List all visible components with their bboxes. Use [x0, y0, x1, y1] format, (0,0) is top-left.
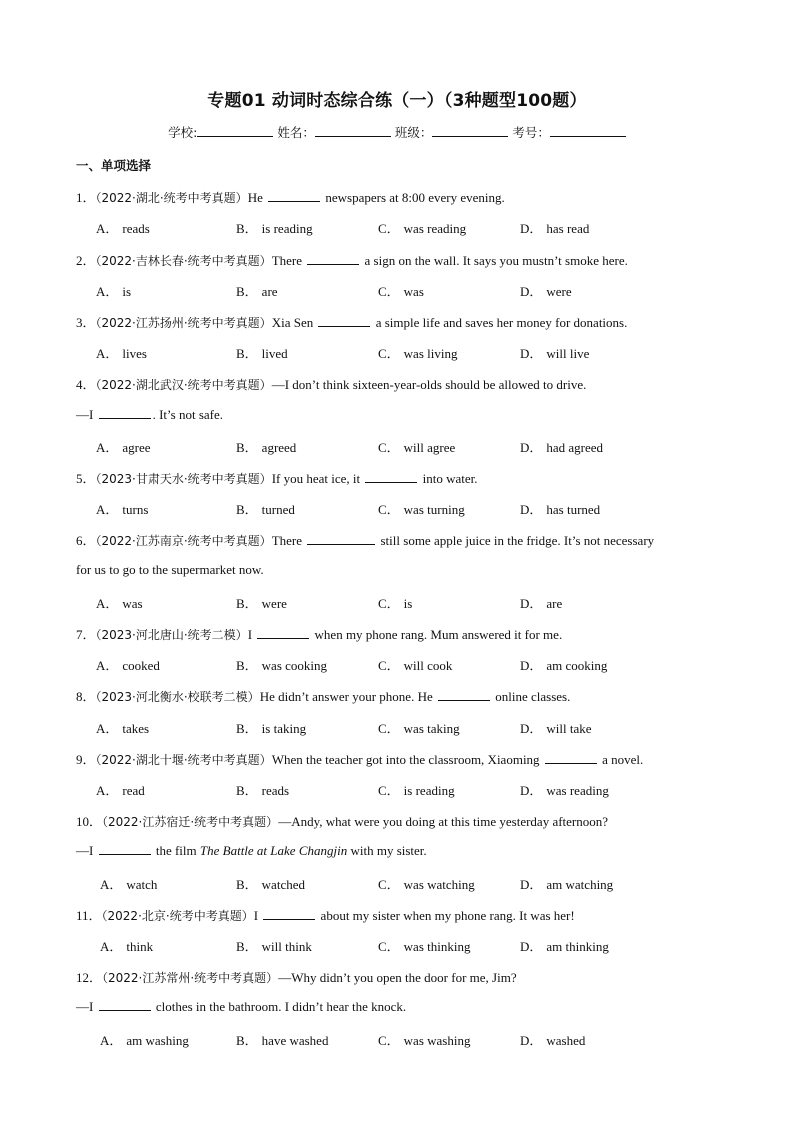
option-a[interactable]: A． watch	[100, 877, 158, 892]
option-b[interactable]: B． lived	[236, 346, 288, 361]
option-d[interactable]: D． has turned	[520, 502, 601, 517]
option-b[interactable]: B． was cooking	[236, 658, 328, 673]
question-source: （2023·河北衡水·校联考二模）	[95, 690, 260, 704]
question-text: —Why didn’t you open the door for me, Jim?	[278, 970, 517, 985]
question-text: If you heat ice, it	[271, 471, 361, 486]
option-a[interactable]: A． think	[100, 939, 154, 954]
question-10	[76, 811, 716, 830]
option-c[interactable]: C． was taking	[378, 721, 460, 736]
option-c[interactable]: C． was	[378, 284, 424, 299]
answer-blank[interactable]	[99, 998, 151, 1011]
question-6-continued	[76, 562, 716, 578]
option-a[interactable]: A． cooked	[96, 658, 160, 673]
question-text: . It’s not safe.	[152, 407, 223, 422]
option-b[interactable]: B． are	[236, 284, 278, 299]
question-8	[76, 686, 716, 705]
option-c[interactable]: C． was turning	[378, 502, 465, 517]
question-source: （2022·江苏宿迁·统考中考真题）	[102, 815, 279, 829]
answer-blank[interactable]	[307, 252, 359, 265]
question-number: 5．	[76, 471, 96, 486]
option-c[interactable]: C． was reading	[378, 221, 467, 236]
option-b[interactable]: B． is reading	[236, 221, 313, 236]
question-source: （2022·北京·统考中考真题）	[101, 909, 254, 923]
question-text: There	[271, 253, 302, 268]
option-b[interactable]: B． turned	[236, 502, 295, 517]
school-label: 学校:	[168, 125, 198, 140]
section-heading: 一、单项选择	[76, 158, 152, 173]
question-source: （2022·江苏扬州·统考中考真题）	[95, 316, 272, 330]
question-number: 10．	[76, 814, 103, 829]
name-field[interactable]	[315, 124, 391, 137]
class-label: 班级：	[394, 125, 433, 140]
option-b[interactable]: B． watched	[236, 877, 305, 892]
options-8	[96, 718, 716, 736]
options-5	[96, 499, 716, 517]
question-9	[76, 749, 716, 768]
exam-number-label: 考号：	[512, 125, 550, 140]
question-text: when my phone rang. Mum answered it for me.	[314, 627, 563, 642]
question-source: （2022·江苏常州·统考中考真题）	[102, 971, 279, 985]
option-b[interactable]: B． have washed	[236, 1033, 329, 1048]
question-text: into water.	[422, 471, 478, 486]
question-text: Xia Sen	[271, 315, 314, 330]
option-a[interactable]: A． takes	[96, 721, 150, 736]
option-d[interactable]: D． will live	[520, 346, 590, 361]
options-10	[100, 874, 720, 892]
film-title: The Battle at Lake Changjin	[199, 843, 348, 858]
question-number: 4．	[76, 377, 96, 392]
options-9	[96, 780, 716, 798]
question-text: a simple life and saves her money for donations.	[375, 315, 628, 330]
option-c[interactable]: C． was watching	[378, 877, 475, 892]
option-d[interactable]: D． had agreed	[520, 440, 604, 455]
page-title: 专题01 动词时态综合练（一）（3种题型100题）	[207, 91, 587, 111]
option-d[interactable]: D． washed	[520, 1033, 586, 1048]
question-text: a novel.	[602, 752, 644, 767]
question-3	[76, 312, 716, 331]
option-c[interactable]: C． was thinking	[378, 939, 471, 954]
answer-blank[interactable]	[99, 406, 151, 419]
question-text: When the teacher got into the classroom, Xiaoming	[271, 752, 540, 767]
question-text: newspapers at 8:00 every evening.	[325, 190, 505, 205]
option-d[interactable]: D． was reading	[520, 783, 609, 798]
option-a[interactable]: A． read	[96, 783, 145, 798]
option-b[interactable]: B． will think	[236, 939, 312, 954]
option-c[interactable]: C． will agree	[378, 440, 456, 455]
question-10-continued	[76, 842, 716, 859]
answer-blank[interactable]	[438, 688, 490, 701]
student-info-row	[0, 123, 794, 141]
question-source: （2022·江苏南京·统考中考真题）	[95, 534, 272, 548]
question-7	[76, 624, 716, 643]
question-2	[76, 250, 716, 269]
question-number: 3．	[76, 315, 96, 330]
question-4-continued	[76, 406, 716, 423]
question-number: 6．	[76, 533, 96, 548]
option-d[interactable]: D． am cooking	[520, 658, 608, 673]
answer-blank[interactable]	[263, 907, 315, 920]
option-b[interactable]: B． agreed	[236, 440, 297, 455]
question-text: online classes.	[495, 689, 571, 704]
option-c[interactable]: C． was living	[378, 346, 458, 361]
options-11	[100, 936, 720, 954]
question-text: —I	[76, 407, 94, 422]
answer-blank[interactable]	[318, 314, 370, 327]
question-number: 7．	[76, 627, 96, 642]
options-12	[100, 1030, 720, 1048]
question-4	[76, 374, 716, 393]
answer-blank[interactable]	[365, 470, 417, 483]
question-12	[76, 967, 716, 986]
question-text: for us to go to the supermarket now.	[76, 562, 264, 577]
option-d[interactable]: D． am watching	[520, 877, 614, 892]
option-c[interactable]: C． is	[378, 596, 413, 611]
question-text: clothes in the bathroom. I didn’t hear the knock.	[155, 999, 407, 1014]
question-text: There	[271, 533, 302, 548]
option-a[interactable]: A． agree	[96, 440, 151, 455]
question-12-continued	[76, 998, 716, 1015]
question-1	[76, 187, 716, 206]
answer-blank[interactable]	[257, 626, 309, 639]
question-text: He didn’t answer your phone. He	[259, 689, 433, 704]
option-b[interactable]: B． is taking	[236, 721, 307, 736]
answer-blank[interactable]	[307, 532, 375, 545]
option-b[interactable]: B． were	[236, 596, 287, 611]
question-number: 8．	[76, 689, 96, 704]
options-2	[96, 281, 716, 299]
exam-number-field[interactable]	[550, 124, 626, 137]
question-text: the film	[155, 843, 197, 858]
option-c[interactable]: C． will cook	[378, 658, 453, 673]
question-text: —I don’t think sixteen-year-olds should be allowed to drive.	[271, 377, 587, 392]
question-text: with my sister.	[350, 843, 427, 858]
option-a[interactable]: A． lives	[96, 346, 147, 361]
option-a[interactable]: A． was	[96, 596, 143, 611]
school-field[interactable]	[197, 124, 273, 137]
question-source: （2022·吉林长春·统考中考真题）	[95, 254, 272, 268]
option-b[interactable]: B． reads	[236, 783, 290, 798]
question-text: a sign on the wall. It says you mustn’t smoke here.	[364, 253, 628, 268]
option-a[interactable]: A． is	[96, 284, 132, 299]
question-number: 1．	[76, 190, 96, 205]
option-d[interactable]: D． were	[520, 284, 572, 299]
answer-blank[interactable]	[545, 751, 597, 764]
question-text: —I	[76, 999, 94, 1014]
option-d[interactable]: D． am thinking	[520, 939, 609, 954]
options-7	[96, 655, 716, 673]
option-a[interactable]: A． am washing	[100, 1033, 189, 1048]
option-a[interactable]: A． reads	[96, 221, 150, 236]
question-5	[76, 468, 716, 487]
question-number: 9．	[76, 752, 96, 767]
question-text: I	[253, 908, 259, 923]
question-text: still some apple juice in the fridge. It’s not necessary	[380, 533, 655, 548]
option-d[interactable]: D． will take	[520, 721, 592, 736]
option-d[interactable]: D． are	[520, 596, 563, 611]
question-source: （2023·河北唐山·统考二模）	[95, 628, 248, 642]
option-c[interactable]: C． was washing	[378, 1033, 471, 1048]
answer-blank[interactable]	[268, 189, 320, 202]
question-source: （2022·湖北武汉·统考中考真题）	[95, 378, 272, 392]
answer-blank[interactable]	[99, 842, 151, 855]
question-text: about my sister when my phone rang. It was her!	[320, 908, 575, 923]
question-text: —Andy, what were you doing at this time yesterday afternoon?	[278, 814, 609, 829]
options-4	[96, 437, 716, 455]
name-label: 姓名：	[277, 125, 315, 140]
question-source: （2022·湖北·统考中考真题）	[95, 191, 248, 205]
question-number: 12．	[76, 970, 103, 985]
question-11	[76, 905, 716, 924]
question-source: （2023·甘肃天水·统考中考真题）	[95, 472, 272, 486]
question-6	[76, 530, 716, 549]
question-source: （2022·湖北十堰·统考中考真题）	[95, 753, 272, 767]
options-1	[96, 218, 716, 236]
question-number: 11．	[76, 908, 102, 923]
option-d[interactable]: D． has read	[520, 221, 590, 236]
options-6	[96, 593, 716, 611]
question-number: 2．	[76, 253, 96, 268]
option-a[interactable]: A． turns	[96, 502, 149, 517]
question-text: I	[247, 627, 253, 642]
question-text: He	[247, 190, 263, 205]
option-c[interactable]: C． is reading	[378, 783, 455, 798]
class-field[interactable]	[432, 124, 508, 137]
question-text: —I	[76, 843, 94, 858]
options-3	[96, 343, 716, 361]
